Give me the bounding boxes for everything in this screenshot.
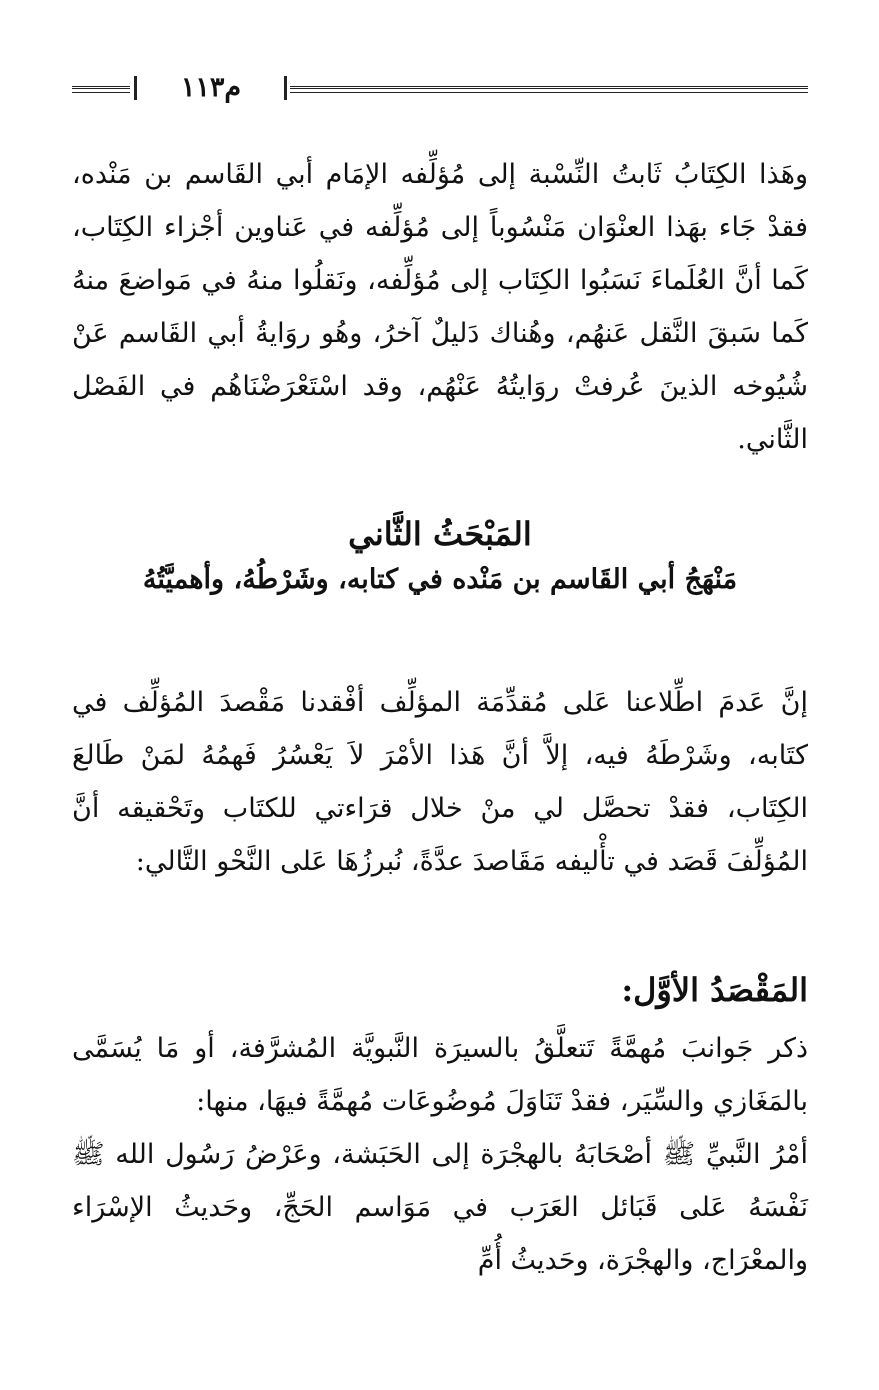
section-title: المَبْحَثُ الثَّاني: [348, 515, 532, 553]
header-rule-left: [72, 86, 130, 93]
header-rule-right: [290, 86, 808, 93]
header-rule-cap: [284, 76, 287, 100]
page-number: م١١٣: [180, 72, 242, 103]
section-subtitle: مَنْهَجُ أبي القَاسم بن مَنْده في كتابه، وشَرْطُهُ، وأهميَّتُهُ: [142, 564, 738, 595]
first-purpose-topics-paragraph: أمْرُ النَّبيِّ ﷺ أصْحَابَهُ بالهجْرَة إلى الحَبَشة، وعَرْضُ رَسُول الله ﷺ نَفْسَهُ عَلى قَبَائل العَرَب في مَوَاسم الحَجِّ، وحَديثُ الإسْرَاء والمعْرَاج، والهجْرَة، وحَديثُ أُمِّ: [72, 1139, 808, 1276]
first-purpose-heading: المَقْصَدُ الأوَّل:: [621, 971, 808, 1009]
first-purpose-paragraph: ذكر جَوانبَ مُهمَّةً تَتعلَّقُ بالسيرَة النَّبويَّة المُشرَّفة، أو مَا يُسَمَّى بالمَغَازي والسِّيَر، فقدْ تَنَاوَلَ مُوضُوعَات مُهمَّةً فيهَا، منها:: [72, 1033, 808, 1117]
method-paragraph: إنَّ عَدمَ اطِّلاعنا عَلى مُقدِّمَة المؤلِّف أفْقدنا مَقْصدَ المُؤلِّف في كتَابه، وشَرْطَهُ فيه، إلاَّ أنَّ هَذا الأمْرَ لاَ يَعْسُرُ فَهمُهُ لمَنْ طَالعَ الكِتَاب، فقدْ تحصَّل لي منْ خلال قرَاءتي للكتَاب وتَحْقيقه أنَّ المُؤلِّفَ قَصَد في تأْليفه مَقَاصدَ عدَّةً، نُبرزُهَا عَلى النَّحْو التَّالي:: [72, 687, 808, 877]
header-rule-cap: [134, 76, 137, 100]
running-header: [72, 72, 808, 112]
intro-paragraph: وهَذا الكِتَابُ ثَابتُ النِّسْبة إلى مُؤلِّفه الإمَام أبي القَاسم بن مَنْده، فقدْ جَاء بهَذا العنْوَان مَنْسُوباً إلى مُؤلِّفه في عَناوين أجْزاء الكِتَاب، كَما أنَّ العُلَماءَ نَسَبُوا الكِتَاب إلى مُؤلِّفه، ونَقلُوا منهُ في مَواضعَ منهُ كَما سَبقَ النَّقل عَنهُم، وهُناك دَليلٌ آخرُ، وهُو روَايةُ أبي القَاسم عَنْ شُيُوخه الذينَ عُرفتْ روَايتُهُ عَنْهُم، وقد اسْتَعْرَضْنَاهُم في الفَصْل الثَّاني.: [72, 159, 808, 455]
